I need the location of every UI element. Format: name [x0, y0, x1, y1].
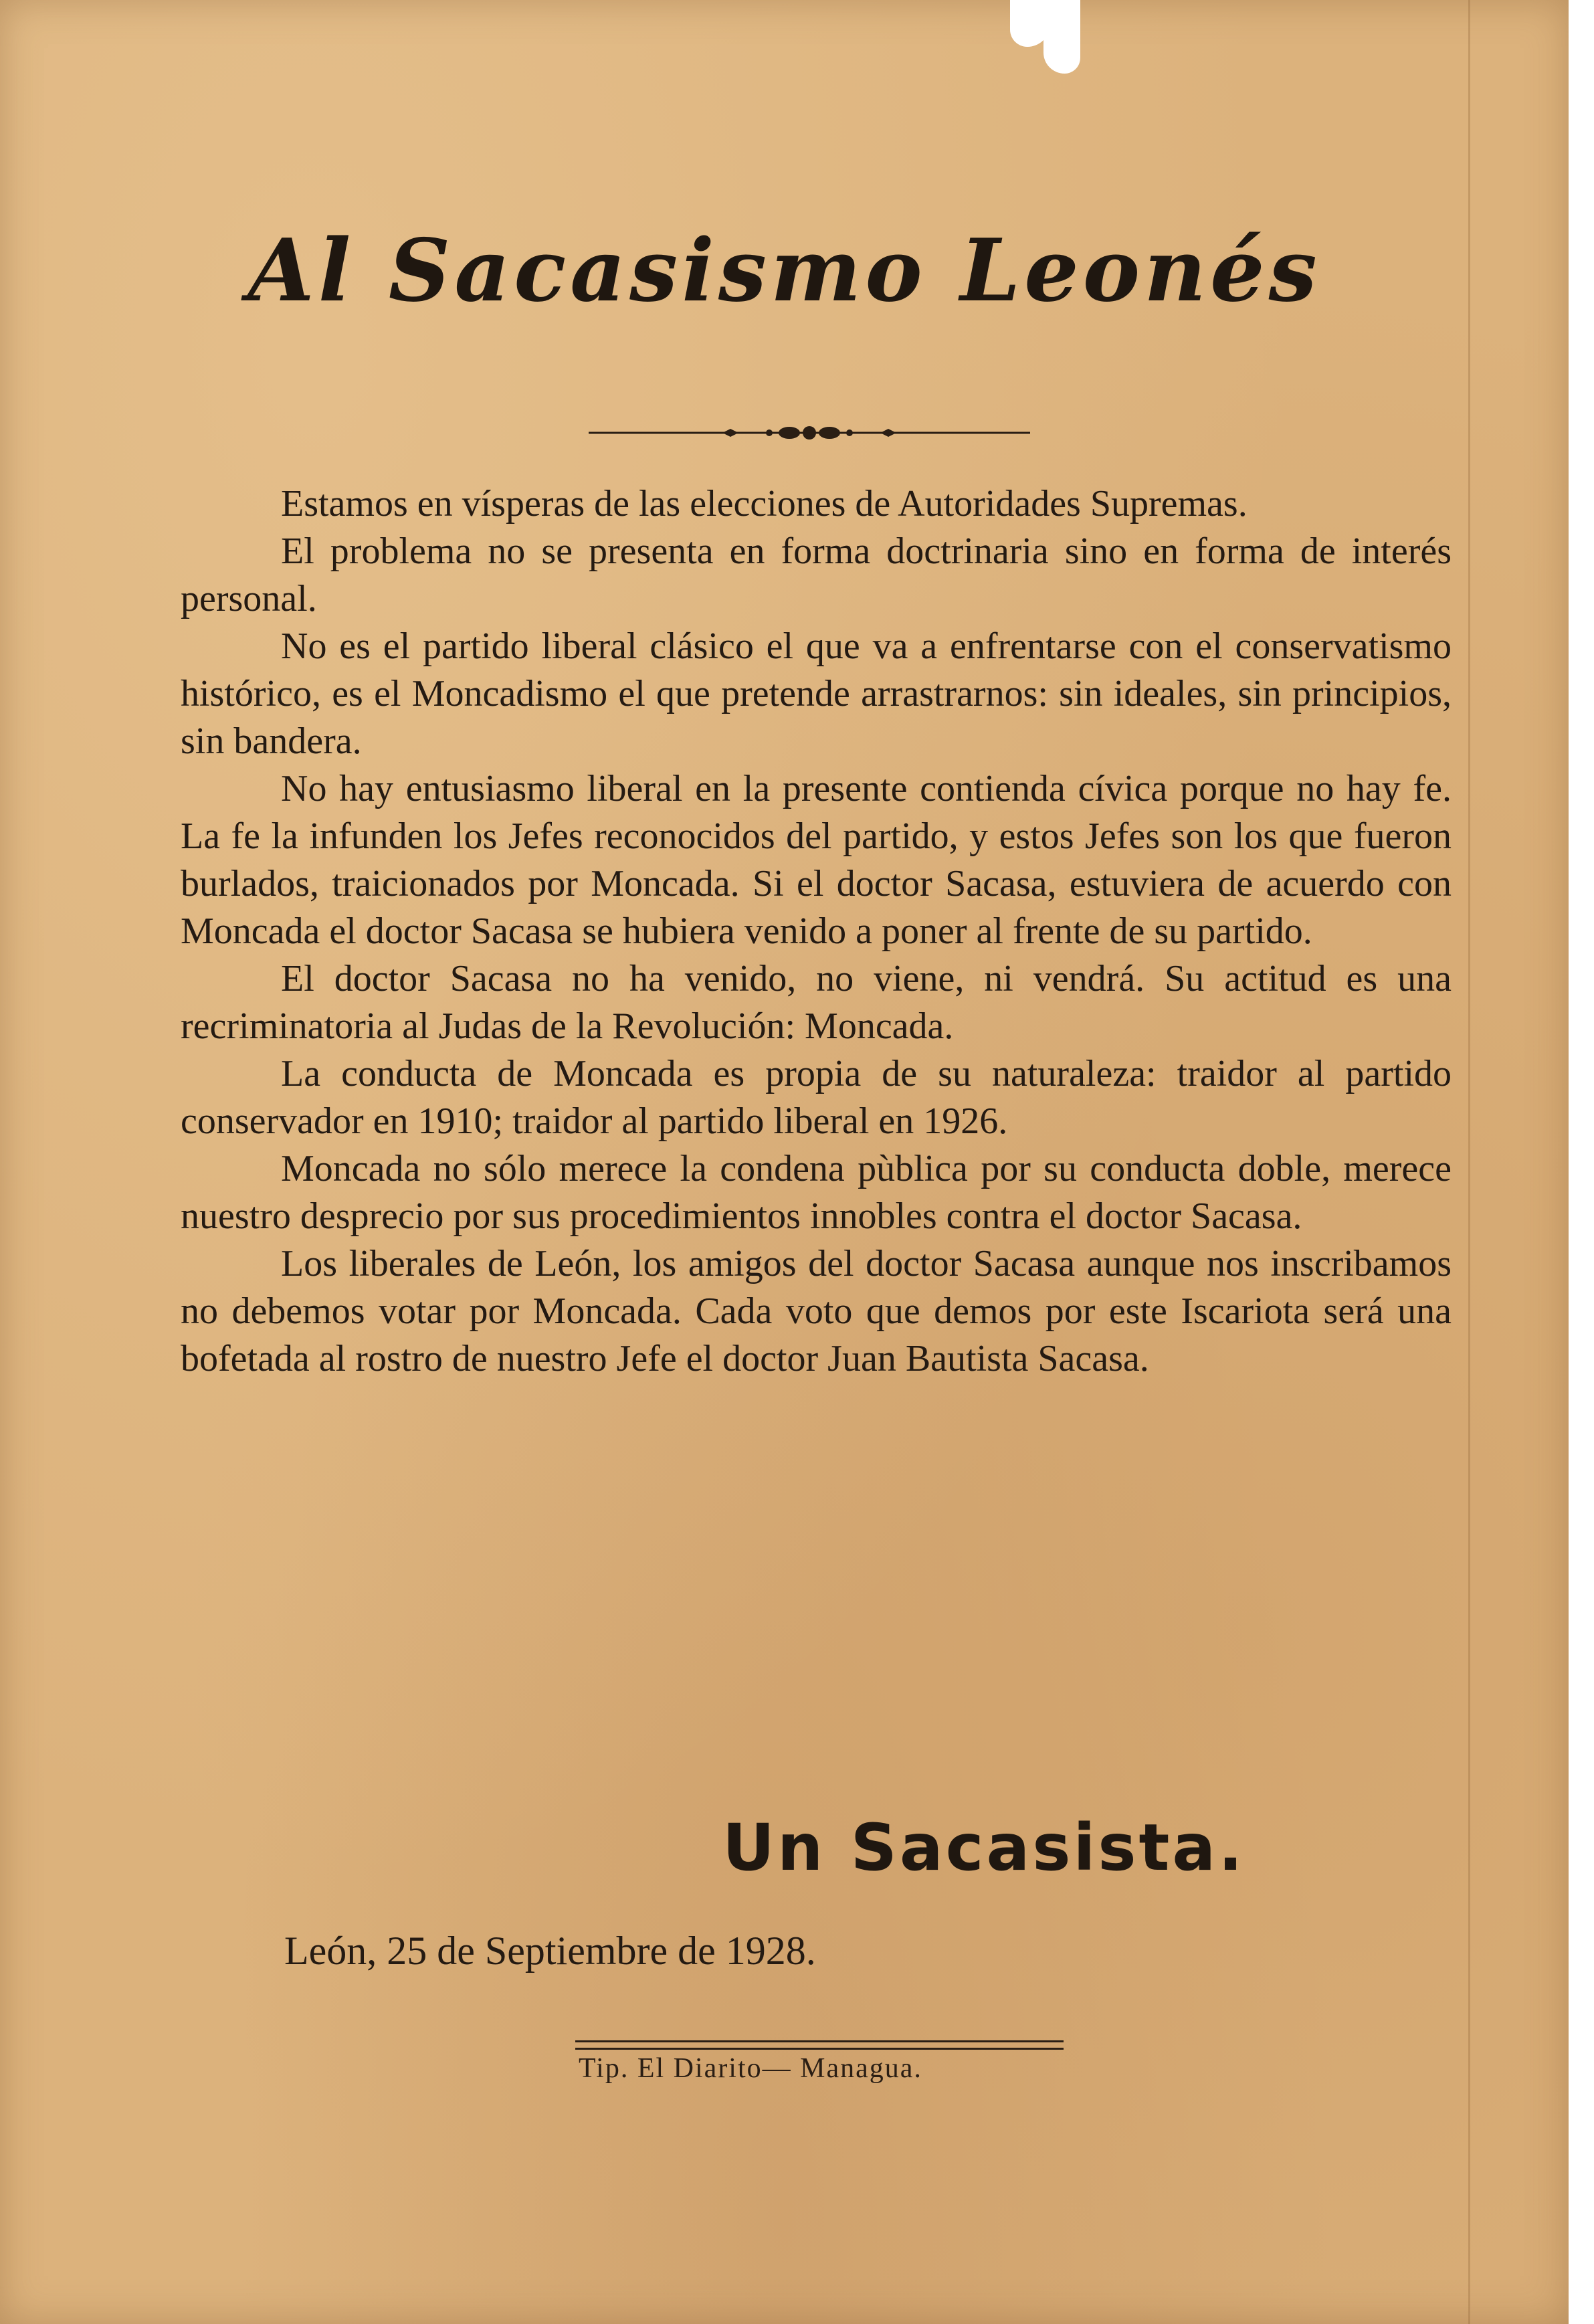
decorative-divider-icon [589, 423, 1030, 443]
printer-imprint: Tip. El Diarito— Managua. [579, 2053, 922, 2084]
paragraph: La conducta de Moncada es propia de su naturaleza: traidor al partido conservador en 1910; traidor al partido liberal en 1926. [181, 1053, 1452, 1142]
paragraph: El doctor Sacasa no ha venido, no viene, ni vendrá. Su actitud es una recriminatoria al Judas de la Revolución: Moncada. [181, 958, 1452, 1047]
document-title: Al Sacasismo Leonés [247, 221, 1321, 321]
paragraph: Moncada no sólo merece la condena pùblica por su conducta doble, merece nuestro desprecio por sus procedimientos innobles contra el doctor Sacasa. [181, 1148, 1452, 1237]
paragraph: No es el partido liberal clásico el que va a enfrentarse con el conservatismo histórico, es el Moncadismo el que pretende arrastrarnos: sin ideales, sin principios, sin bandera. [181, 625, 1452, 762]
paragraph: Estamos en vísperas de las elecciones de Autoridades Supremas. [281, 483, 1248, 524]
document-body [181, 480, 1452, 1383]
fold-crease [1468, 0, 1470, 2324]
signature: Un Sacasista. [722, 1810, 1246, 1885]
paragraph: El problema no se presenta en forma doctrinaria sino en forma de interés personal. [181, 530, 1452, 619]
torn-edge [1043, 0, 1080, 74]
dateline: León, 25 de Septiembre de 1928. [284, 1929, 816, 1973]
printer-divider [575, 2040, 1064, 2050]
paragraph: No hay entusiasmo liberal en la presente contienda cívica porque no hay fe. La fe la infunden los Jefes reconocidos del partido, y estos Jefes son los que fueron burlados, traicionados por Moncada. Si el doctor Sacasa, estuviera de acuerdo con Moncada el doctor Sacasa se hubiera venido a poner al frente de su partido. [181, 768, 1452, 952]
paragraph: Los liberales de León, los amigos del doctor Sacasa aunque nos inscribamos no debemos votar por Moncada. Cada voto que demos por este Iscariota será una bofetada al rostro de nuestro Jefe el doctor Juan Bautista Sacasa. [181, 1243, 1452, 1379]
